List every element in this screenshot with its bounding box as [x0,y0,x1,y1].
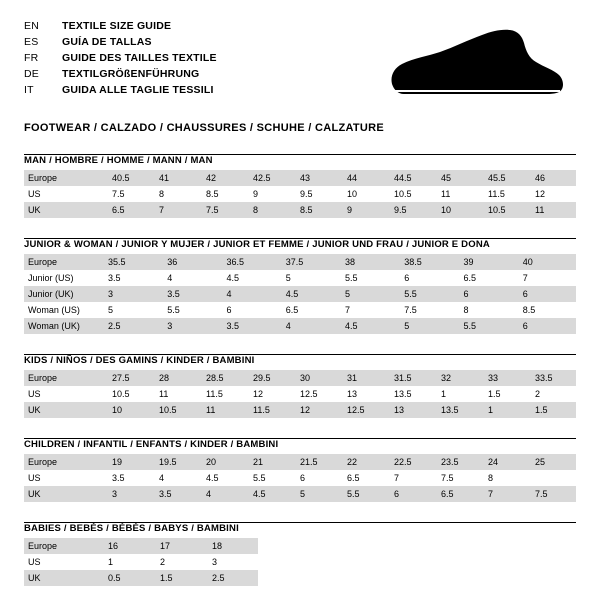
cell: 9 [247,186,294,202]
cell: 8 [247,202,294,218]
cell: 11 [153,386,200,402]
section-junior-woman [24,238,576,334]
table-row [24,470,576,486]
section-children [24,438,576,502]
cell: 22.5 [388,454,435,470]
cell: 4.5 [280,286,339,302]
cell: 30 [294,370,341,386]
cell: 12.5 [341,402,388,418]
cell: 3.5 [221,318,280,334]
cell: 43 [294,170,341,186]
cell: 23.5 [435,454,482,470]
table-row [24,318,576,334]
cell: 36 [161,254,220,270]
cell: 33 [482,370,529,386]
cell: 3.5 [153,486,200,502]
cell: 6 [294,470,341,486]
cell [529,470,576,486]
size-table-man [24,170,576,218]
row-label: UK [24,486,106,502]
cell: 45 [435,170,482,186]
table-row [24,386,576,402]
section-man [24,154,576,218]
cell: 29.5 [247,370,294,386]
cell-empty [258,554,576,570]
cell: 4 [280,318,339,334]
size-table-kids [24,370,576,418]
cell: 22 [341,454,388,470]
cell: 9.5 [388,202,435,218]
cell: 1 [102,554,154,570]
language-code: IT [24,84,34,96]
cell: 11 [529,202,576,218]
language-title: GUIDA ALLE TAGLIE TESSILI [62,84,214,96]
cell: 6.5 [341,470,388,486]
language-title-list [24,18,217,98]
table-row [24,538,576,554]
row-label: Europe [24,454,106,470]
cell: 20 [200,454,247,470]
row-label: Europe [24,254,102,270]
cell: 6 [458,286,517,302]
cell: 8.5 [294,202,341,218]
cell: 41 [153,170,200,186]
language-title: TEXTILGRÖßENFÜHRUNG [62,68,200,80]
cell: 21.5 [294,454,341,470]
table-row [24,370,576,386]
row-label: US [24,470,106,486]
size-table-junior-woman [24,254,576,334]
size-table-babies [24,538,576,586]
cell: 31.5 [388,370,435,386]
cell: 1.5 [154,570,206,586]
language-title: GUIDE DES TAILLES TEXTILE [62,52,217,64]
cell: 10.5 [482,202,529,218]
cell: 3.5 [106,470,153,486]
language-code: ES [24,36,39,48]
cell: 3.5 [102,270,161,286]
cell: 40 [517,254,576,270]
table-row [24,302,576,318]
cell: 5 [102,302,161,318]
cell: 38.5 [398,254,457,270]
cell: 33.5 [529,370,576,386]
cell: 6.5 [458,270,517,286]
cell: 5.5 [458,318,517,334]
row-label: Junior (UK) [24,286,102,302]
row-label: Europe [24,170,106,186]
section-title: JUNIOR & WOMAN / JUNIOR Y MUJER / JUNIOR ET FEMME / JUNIOR UND FRAU / JUNIOR E DONA [24,239,490,250]
cell: 4.5 [200,470,247,486]
cell: 2 [154,554,206,570]
cell: 11.5 [482,186,529,202]
row-label: UK [24,402,106,418]
row-label: Woman (US) [24,302,102,318]
table-row [24,186,576,202]
cell: 10.5 [153,402,200,418]
cell: 10 [341,186,388,202]
cell: 5 [339,286,398,302]
table-row [24,402,576,418]
cell: 8 [482,470,529,486]
row-label: Woman (UK) [24,318,102,334]
cell: 7.5 [200,202,247,218]
cell: 6 [517,318,576,334]
cell: 10.5 [106,386,153,402]
cell: 38 [339,254,398,270]
cell: 6 [398,270,457,286]
cell: 7.5 [529,486,576,502]
language-row [24,50,217,66]
section-babies [24,522,576,586]
page-header [24,18,576,106]
cell: 1 [482,402,529,418]
section-title: BABIES / BEBÉS / BÉBÉS / BABYS / BAMBINI [24,523,239,534]
cell: 6 [388,486,435,502]
row-label: Europe [24,370,106,386]
dress-shoe-icon [374,28,564,106]
language-row [24,18,217,34]
table-row [24,270,576,286]
cell: 2 [529,386,576,402]
cell: 44 [341,170,388,186]
cell: 7 [517,270,576,286]
cell: 3 [102,286,161,302]
row-label: US [24,186,106,202]
cell: 25 [529,454,576,470]
cell-empty [258,570,576,586]
cell: 44.5 [388,170,435,186]
cell: 19 [106,454,153,470]
cell: 11.5 [200,386,247,402]
cell: 5.5 [398,286,457,302]
cell: 10 [106,402,153,418]
language-code: FR [24,52,39,64]
cell: 8 [153,186,200,202]
cell: 27.5 [106,370,153,386]
table-row [24,570,576,586]
cell: 8.5 [517,302,576,318]
cell: 6 [221,302,280,318]
cell: 4 [221,286,280,302]
cell: 31 [341,370,388,386]
cell: 7 [388,470,435,486]
cell: 36.5 [221,254,280,270]
cell: 2.5 [102,318,161,334]
cell: 12 [529,186,576,202]
cell: 1.5 [482,386,529,402]
row-label: UK [24,202,106,218]
cell: 5.5 [161,302,220,318]
table-row [24,454,576,470]
row-label: US [24,386,106,402]
table-row [24,254,576,270]
table-row [24,202,576,218]
cell: 37.5 [280,254,339,270]
row-label: Europe [24,538,102,554]
cell: 13.5 [435,402,482,418]
cell: 5.5 [341,486,388,502]
cell: 12.5 [294,386,341,402]
cell: 5 [294,486,341,502]
language-title: TEXTILE SIZE GUIDE [62,20,172,32]
language-row [24,82,217,98]
row-label: US [24,554,102,570]
cell: 9 [341,202,388,218]
cell: 11.5 [247,402,294,418]
table-row [24,170,576,186]
cell: 11 [435,186,482,202]
cell: 4.5 [339,318,398,334]
cell: 9.5 [294,186,341,202]
cell: 5.5 [339,270,398,286]
cell: 3 [106,486,153,502]
cell: 1.5 [529,402,576,418]
cell: 3 [206,554,258,570]
cell: 19.5 [153,454,200,470]
cell: 10 [435,202,482,218]
cell: 28 [153,370,200,386]
cell-empty [258,538,576,554]
cell: 0.5 [102,570,154,586]
cell: 8.5 [200,186,247,202]
cell: 42.5 [247,170,294,186]
row-label: Junior (US) [24,270,102,286]
language-title: GUÍA DE TALLAS [62,36,152,48]
language-code: EN [24,20,39,32]
footwear-category-title: FOOTWEAR / CALZADO / CHAUSSURES / SCHUHE / CALZATURE [24,122,385,134]
cell: 16 [102,538,154,554]
cell: 4 [200,486,247,502]
section-title: KIDS / NIÑOS / DES GAMINS / KINDER / BAMBINI [24,355,255,366]
cell: 4 [161,270,220,286]
section-title: CHILDREN / INFANTIL / ENFANTS / KINDER / BAMBINI [24,439,279,450]
cell: 11 [200,402,247,418]
cell: 8 [458,302,517,318]
cell: 18 [206,538,258,554]
cell: 24 [482,454,529,470]
cell: 7 [339,302,398,318]
cell: 4.5 [221,270,280,286]
cell: 7.5 [106,186,153,202]
language-code: DE [24,68,39,80]
cell: 6.5 [106,202,153,218]
cell: 7.5 [435,470,482,486]
cell: 6.5 [280,302,339,318]
cell: 42 [200,170,247,186]
cell: 35.5 [102,254,161,270]
cell: 28.5 [200,370,247,386]
cell: 17 [154,538,206,554]
cell: 21 [247,454,294,470]
cell: 5.5 [247,470,294,486]
cell: 6.5 [435,486,482,502]
cell: 3.5 [161,286,220,302]
cell: 39 [458,254,517,270]
table-row [24,286,576,302]
table-row [24,486,576,502]
cell: 2.5 [206,570,258,586]
language-row [24,34,217,50]
cell: 12 [247,386,294,402]
cell: 13.5 [388,386,435,402]
cell: 32 [435,370,482,386]
cell: 7 [482,486,529,502]
cell: 4 [153,470,200,486]
cell: 13 [388,402,435,418]
section-title: MAN / HOMBRE / HOMME / MANN / MAN [24,155,213,166]
cell: 6 [517,286,576,302]
cell: 3 [161,318,220,334]
language-row [24,66,217,82]
cell: 45.5 [482,170,529,186]
cell: 5 [398,318,457,334]
cell: 1 [435,386,482,402]
section-kids [24,354,576,418]
cell: 12 [294,402,341,418]
cell: 7.5 [398,302,457,318]
cell: 10.5 [388,186,435,202]
row-label: UK [24,570,102,586]
cell: 5 [280,270,339,286]
cell: 46 [529,170,576,186]
table-row [24,554,576,570]
size-table-children [24,454,576,502]
cell: 7 [153,202,200,218]
cell: 4.5 [247,486,294,502]
cell: 13 [341,386,388,402]
cell: 40.5 [106,170,153,186]
